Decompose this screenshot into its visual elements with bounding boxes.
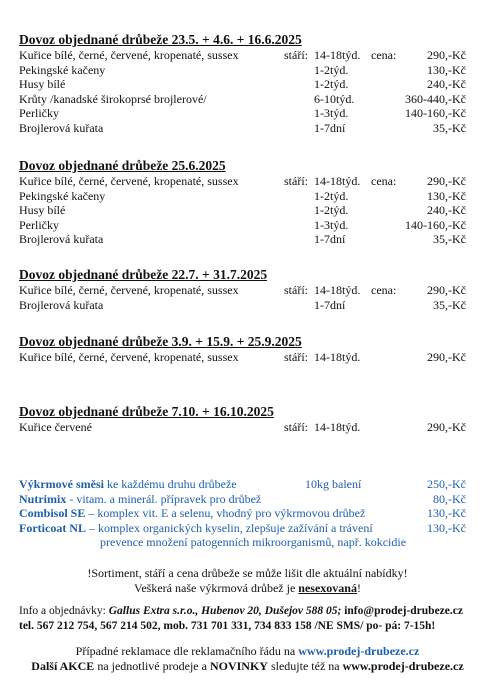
poultry-name: Kuřice bílé, černé, červené, kropenaté, sussex — [19, 48, 239, 62]
poultry-price: 140-160,-Kč — [405, 106, 466, 120]
delivery-section — [19, 32, 479, 135]
feed-desc: – komplex vit. E a selenu, vhodný pro výkrmovou drůbež — [85, 506, 366, 520]
poultry-name: Husy bílé — [19, 203, 66, 217]
feed-products — [19, 477, 479, 550]
poultry-row — [19, 77, 479, 92]
feed-name: Forticoat NL — [19, 520, 86, 535]
price-label: cena: — [371, 283, 397, 297]
feed-desc: – komplex organických kyselin, zlepšuje zažívání a trávení — [85, 520, 373, 535]
contact-label: Info a objednávky: — [19, 605, 109, 617]
delivery-heading: Dovoz objednané drůbeže 25.6.2025 — [19, 158, 226, 173]
poultry-price: 240,-Kč — [427, 77, 466, 91]
poultry-age: 1-7dní — [314, 120, 346, 135]
poultry-name: Krůty /kanadské širokoprsé brojlerové/ — [19, 91, 207, 106]
poultry-age: 1-7dní — [314, 297, 346, 312]
age-label: stáří: — [284, 48, 308, 62]
poultry-age: 1-2týd. — [314, 188, 349, 203]
poultry-name: Perličky — [19, 217, 59, 232]
poultry-price: 290,-Kč — [427, 350, 466, 364]
poultry-price: 140-160,-Kč — [405, 217, 466, 232]
notice-emphasis: nesexovaná — [298, 581, 357, 595]
poultry-price: 290,-Kč — [427, 48, 466, 62]
delivery-heading: Dovoz objednané drůbeže 23.5. + 4.6. + 16.6.2025 — [19, 32, 302, 47]
feed-price: 80,-Kč — [433, 491, 466, 506]
poultry-row — [19, 189, 479, 204]
feed-name: Výkrmové směsi — [19, 477, 104, 491]
feed-name: Nutrimix — [19, 491, 67, 506]
footer-block — [0, 644, 495, 674]
poultry-name: Brojlerová kuřata — [19, 120, 104, 135]
poultry-price: 290,-Kč — [427, 283, 466, 297]
poultry-name: Kuřice bílé, černé, červené, kropenaté, sussex — [19, 283, 239, 297]
poultry-name: Kuřice bílé, černé, červené, kropenaté, sussex — [19, 174, 239, 188]
feed-price: 130,-Kč — [427, 520, 466, 535]
feed-desc: - vitam. a minerál. přípravek pro drůbež — [66, 491, 262, 506]
feed-item — [19, 506, 365, 521]
poultry-price: 290,-Kč — [427, 174, 466, 188]
contact-phones: tel. 567 212 754, 567 214 502, mob. 731 701 331, 734 833 158 /NE SMS/ po- pá: 7-15h! — [19, 620, 436, 632]
poultry-name: Perličky — [19, 106, 59, 120]
delivery-section — [19, 404, 479, 435]
notice-line-1: !Sortiment, stáří a cena drůbeže se může lišit dle aktuální nabídky! — [87, 566, 408, 580]
poultry-row — [19, 63, 479, 78]
poultry-row — [19, 350, 479, 365]
poultry-name: Husy bílé — [19, 77, 66, 91]
poultry-price: 240,-Kč — [427, 203, 466, 217]
feed-item — [19, 477, 237, 492]
notice-line-2 — [0, 581, 495, 596]
feed-name: Combisol SE — [19, 506, 86, 520]
age-label: stáří: — [284, 420, 308, 434]
footer-line-1-text: Případné reklamace dle reklamačního řádu na — [75, 644, 299, 658]
price-label: cena: — [371, 48, 397, 62]
poultry-age: 14-18týd. — [314, 350, 361, 364]
delivery-section — [19, 158, 479, 247]
poultry-age: 1-2týd. — [314, 203, 349, 217]
poultry-row — [19, 420, 479, 435]
poultry-age: 6-10týd. — [314, 91, 355, 106]
price-label: cena: — [371, 174, 397, 188]
footer-line-1 — [0, 644, 495, 659]
feed-price: 250,-Kč — [427, 477, 466, 491]
poultry-age: 1-2týd. — [314, 77, 349, 91]
website-link[interactable]: www.prodej-drubeze.cz — [298, 644, 420, 658]
poultry-row — [19, 106, 479, 121]
feed-row — [19, 477, 479, 492]
contact-line-1 — [19, 604, 489, 619]
poultry-name: Kuřice červené — [19, 420, 92, 434]
delivery-heading: Dovoz objednané drůbeže 7.10. + 16.10.2025 — [19, 404, 274, 419]
feed-row — [19, 506, 479, 521]
poultry-name: Pekingské kačeny — [19, 62, 106, 77]
company-address: Gallus Extra s.r.o., Hubenov 20, Dušejov 588 05; — [108, 605, 342, 617]
poultry-row — [19, 298, 479, 313]
poultry-age: 14-18týd. — [314, 283, 361, 297]
poultry-age: 1-2týd. — [314, 62, 349, 77]
feed-item — [19, 492, 261, 507]
poultry-row — [19, 174, 479, 189]
delivery-heading: Dovoz objednané drůbeže 22.7. + 31.7.2025 — [19, 267, 268, 282]
age-label: stáří: — [284, 283, 308, 297]
footer-line-2 — [0, 659, 495, 674]
footer-line-2-text-2: sledujte též na — [267, 659, 343, 673]
poultry-row — [19, 48, 479, 63]
poultry-age: 1-3týd. — [314, 217, 349, 232]
delivery-section — [19, 334, 479, 365]
feed-desc-continuation: prevence množení patogenních mikroorganismů, např. kokcidie — [100, 535, 407, 549]
poultry-age: 1-7dní — [314, 232, 346, 246]
contact-email[interactable]: info@prodej-drubeze.cz — [341, 605, 463, 617]
feed-row — [19, 492, 479, 507]
novinky-label: NOVINKY — [209, 659, 268, 673]
poultry-name: Brojlerová kuřata — [19, 232, 104, 246]
age-label: stáří: — [284, 350, 308, 364]
notice-line-2-end: ! — [356, 581, 361, 595]
poultry-age: 14-18týd. — [314, 48, 361, 62]
poultry-row — [19, 218, 479, 233]
poultry-row — [19, 203, 479, 218]
poultry-price: 130,-Kč — [427, 188, 466, 203]
poultry-name: Brojlerová kuřata — [19, 297, 104, 312]
delivery-section — [19, 267, 479, 312]
feed-row-continuation — [19, 535, 479, 550]
poultry-row — [19, 232, 479, 247]
contact-block — [19, 604, 489, 634]
feed-item — [19, 521, 373, 536]
akce-label: Další AKCE — [31, 659, 95, 673]
poultry-price: 35,-Kč — [433, 297, 466, 312]
poultry-name: Pekingské kačeny — [19, 188, 106, 203]
poultry-price: 35,-Kč — [433, 232, 466, 246]
poultry-row — [19, 283, 479, 298]
feed-row — [19, 521, 479, 536]
poultry-age: 1-3týd. — [314, 106, 349, 120]
feed-desc: ke každému druhu drůbeže — [103, 477, 237, 491]
poultry-row — [19, 92, 479, 107]
poultry-age: 14-18týd. — [314, 174, 361, 188]
delivery-heading: Dovoz objednané drůbeže 3.9. + 15.9. + 25.9.2025 — [19, 334, 302, 349]
notice-block — [0, 566, 495, 596]
poultry-price: 35,-Kč — [433, 120, 466, 135]
notice-line-2-text: Veškerá naše výkrmová drůbež je — [134, 581, 299, 595]
feed-package: 10kg balení — [305, 477, 362, 491]
feed-price: 130,-Kč — [427, 506, 466, 520]
poultry-price: 360-440,-Kč — [405, 91, 466, 106]
website-link-2[interactable]: www.prodej-drubeze.cz — [342, 659, 464, 673]
footer-line-2-text: na jednotlivé prodeje a — [94, 659, 210, 673]
poultry-row — [19, 121, 479, 136]
poultry-price: 290,-Kč — [427, 420, 466, 434]
poultry-name: Kuřice bílé, černé, červené, kropenaté, sussex — [19, 350, 239, 364]
age-label: stáří: — [284, 174, 308, 188]
poultry-age: 14-18týd. — [314, 420, 361, 434]
poultry-price: 130,-Kč — [427, 62, 466, 77]
